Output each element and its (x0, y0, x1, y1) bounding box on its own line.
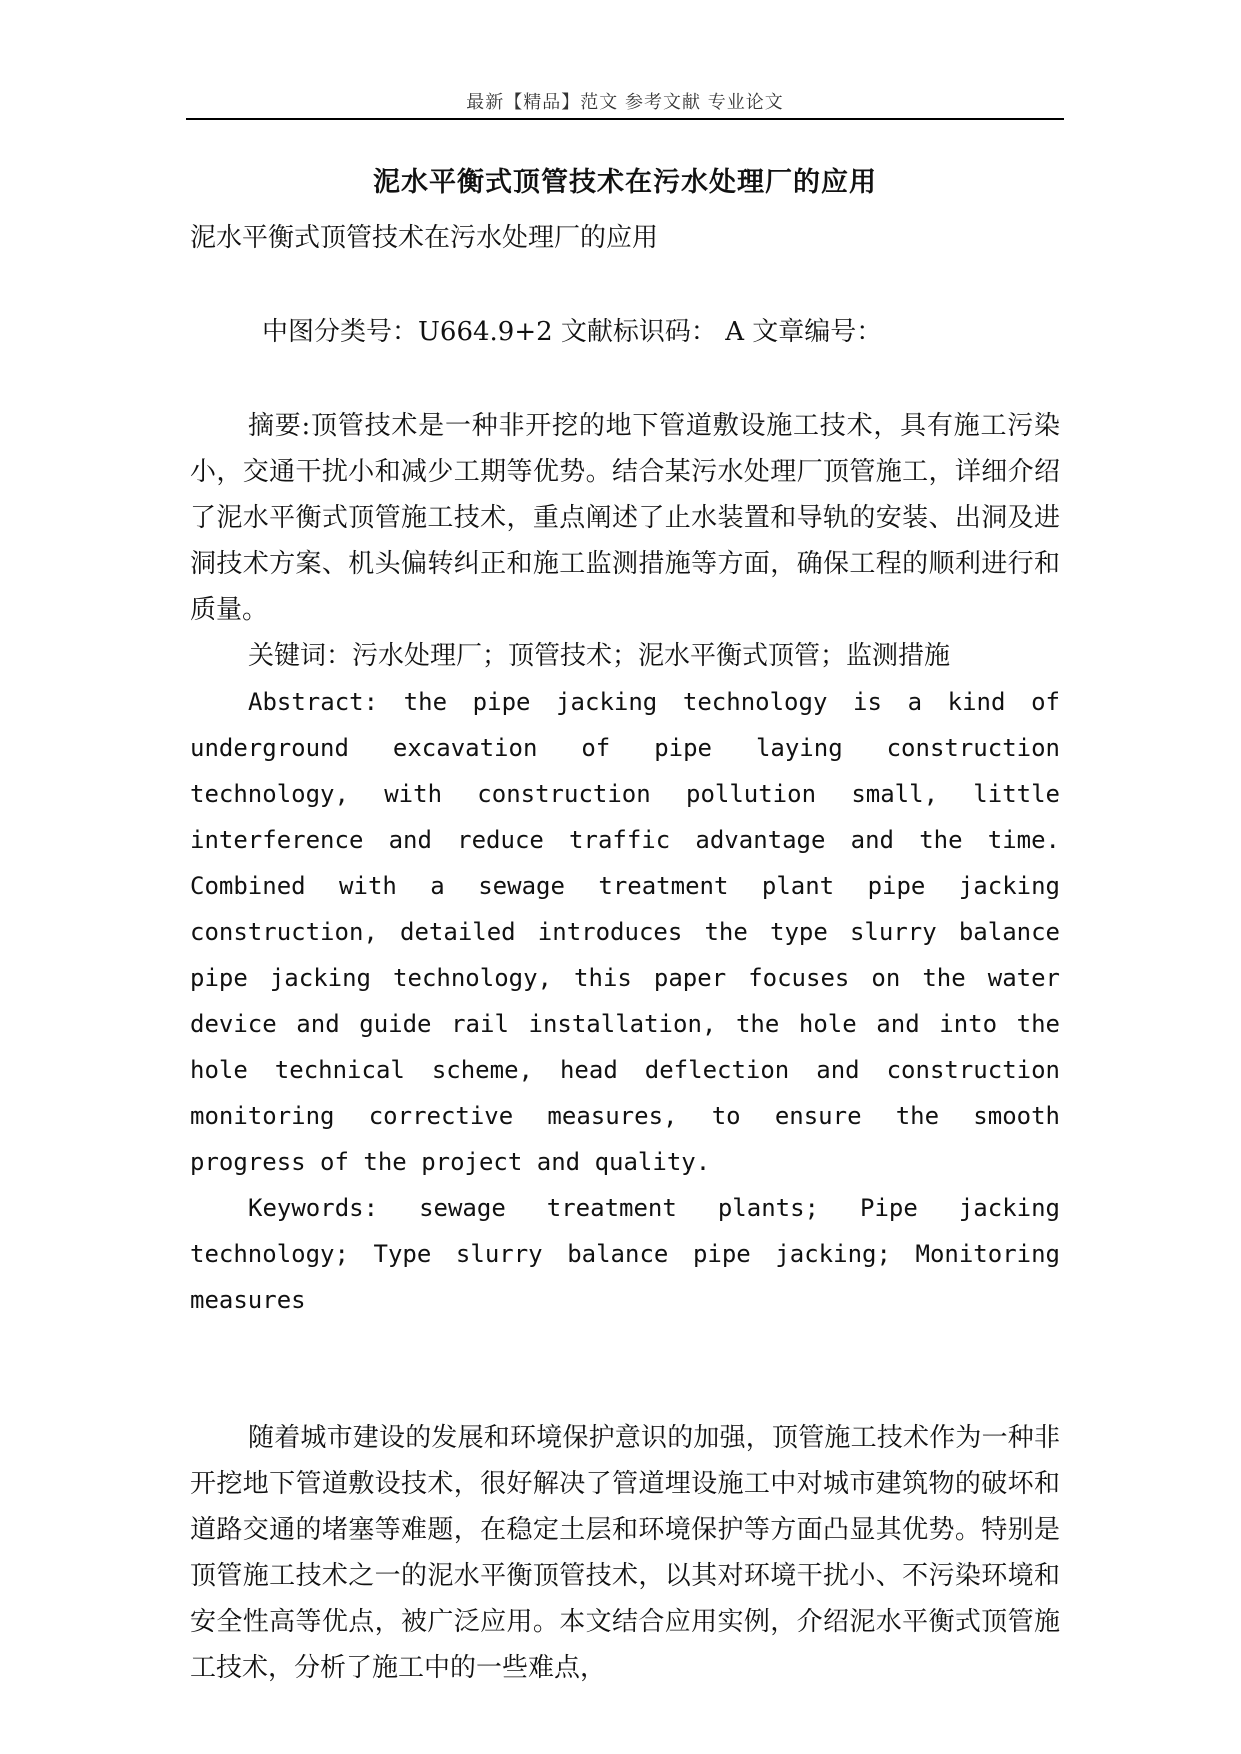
document-subtitle: 泥水平衡式顶管技术在污水处理厂的应用 (190, 223, 659, 253)
abstract-english: Abstract: the pipe jacking technology is a kind of underground excavation of pipe laying construction technology, with construction pollution small, little interference and reduce traffic advantage and the time. Combined with a sewage treatment plant pipe jacking construction, detailed introduces the type slurry balance pipe jacking technology, this paper focuses on the water device and guide rail installation, the hole and into the hole technical scheme, head deflection and construction monitoring corrective measures, to ensure the smooth progress of the project and quality. (190, 688, 1060, 1176)
document-body (190, 215, 1060, 1691)
keywords-english: Keywords: sewage treatment plants; Pipe jacking technology; Type slurry balance pipe jacking; Monitoring measures (190, 1194, 1060, 1314)
introduction-paragraph: 随着城市建设的发展和环境保护意识的加强，顶管施工技术作为一种非开挖地下管道敷设技术，很好解决了管道埋设施工中对城市建筑物的破坏和道路交通的堵塞等难题，在稳定土层和环境保护等方面凸显其优势。特别是顶管施工技术之一的泥水平衡顶管技术，以其对环境干扰小、不污染环境和安全性高等优点，被广泛应用。本文结合应用实例，介绍泥水平衡式顶管施工技术，分析了施工中的一些难点， (190, 1423, 1060, 1683)
keywords-chinese: 关键词：污水处理厂；顶管技术；泥水平衡式顶管；监测措施 (248, 641, 951, 671)
document-title: 泥水平衡式顶管技术在污水处理厂的应用 (373, 167, 877, 198)
running-header: 最新【精品】范文 参考文献 专业论文 (466, 92, 784, 113)
section-gap (190, 1323, 1060, 1415)
abstract-chinese: 摘要:顶管技术是一种非开挖的地下管道敷设施工技术，具有施工污染小，交通干扰小和减少工期等优势。结合某污水处理厂顶管施工，详细介绍了泥水平衡式顶管施工技术，重点阐述了止水装置和导轨的安装、出洞及进洞技术方案、机头偏转纠正和施工监测措施等方面，确保工程的顺利进行和质量。 (190, 411, 1060, 625)
classification-line: 中图分类号：U664.9+2 文献标识码： A 文章编号： (262, 317, 883, 347)
header-divider (186, 118, 1064, 120)
